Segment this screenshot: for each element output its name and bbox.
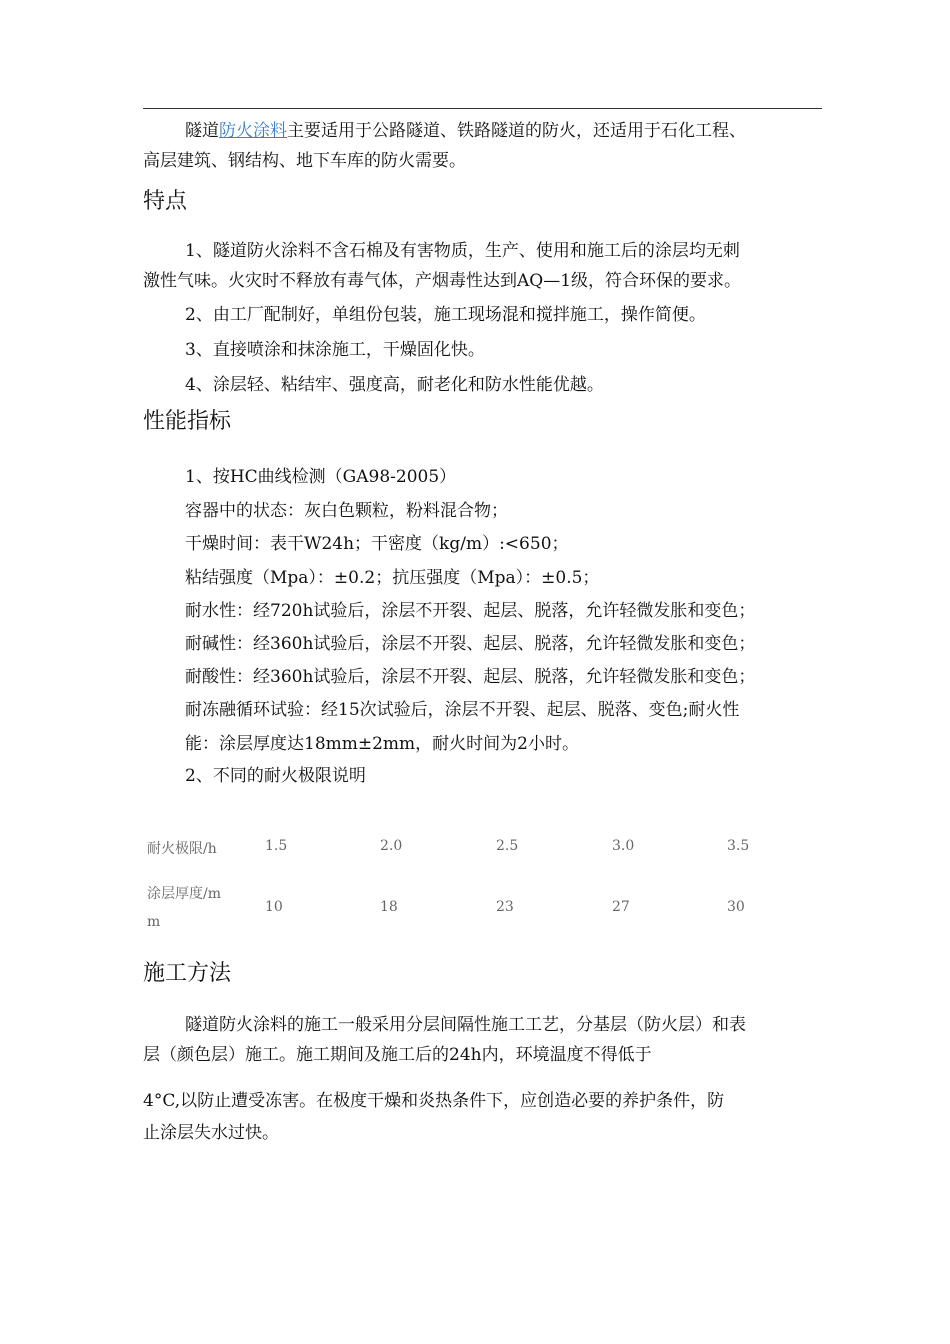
performance-heading: 性能指标 [143,409,232,434]
row1-cell: 1.5 [265,838,288,854]
perf-line-5: 耐水性：经720h试验后，涂层不开裂、起层、脱落，允许轻微发胀和变色； [185,601,756,621]
perf-line-7: 耐酸性：经360h试验后，涂层不开裂、起层、脱落，允许轻微发胀和变色； [185,667,756,687]
perf-line-4: 粘结强度（Mpa）：±0.2；抗压强度（Mpa）：±0.5； [185,568,600,588]
fire-coating-link[interactable]: 防火涂料 [219,121,287,141]
method-heading: 施工方法 [143,961,232,986]
row2-cell: 30 [727,899,745,915]
row2-cell: 18 [380,899,398,915]
row2-cell: 23 [496,899,514,915]
row1-cell: 2.0 [380,838,403,854]
feature-1-line-1: 1、隧道防火涂料不含石棉及有害物质，生产、使用和施工后的涂层均无刺 [185,241,740,261]
method-p2-line-2: 止涂层失水过快。 [143,1123,279,1143]
perf-line-9: 能：涂层厚度达18mm±2mm，耐火时间为2小时。 [185,734,579,754]
header-rule [143,108,822,109]
perf-line-8: 耐冻融循环试验：经15次试验后，涂层不开裂、起层、脱落、变色;耐火性 [185,700,740,720]
row1-cell: 3.0 [612,838,635,854]
feature-1-line-2: 激性气味。火灾时不释放有毒气体，产烟毒性达到AQ—1级，符合环保的要求。 [143,271,742,291]
intro-line1-rest: 主要适用于公路隧道、铁路隧道的防火，还适用于石化工程、 [287,121,746,141]
features-heading: 特点 [143,189,188,214]
row2-cell: 27 [612,899,630,915]
row1-cell: 2.5 [496,838,519,854]
feature-2: 2、由工厂配制好，单组份包装，施工现场混和搅拌施工，操作简便。 [185,305,706,325]
row2-label: 涂层厚度/mm [147,886,221,930]
intro-line-2: 高层建筑、钢结构、地下车库的防火需要。 [143,151,466,171]
method-p1-line-1: 隧道防火涂料的施工一般采用分层间隔性施工工艺，分基层（防火层）和表 [185,1015,746,1035]
perf-line-6: 耐碱性：经360h试验后，涂层不开裂、起层、脱落，允许轻微发胀和变色； [185,634,756,654]
intro-prefix: 隧道 [185,121,219,141]
perf-line-10: 2、不同的耐火极限说明 [185,766,366,786]
perf-line-3: 干燥时间：表干W24h；干密度（kg/m）:<650； [185,534,569,554]
feature-4: 4、涂层轻、粘结牢、强度高，耐老化和防水性能优越。 [185,375,604,395]
method-p2-line-1: 4°C,以防止遭受冻害。在极度干燥和炎热条件下，应创造必要的养护条件，防 [143,1091,725,1111]
feature-3: 3、直接喷涂和抹涂施工，干燥固化快。 [185,340,485,360]
method-p1-line-2: 层（颜色层）施工。施工期间及施工后的24h内，环境温度不得低于 [143,1045,652,1065]
row2-cell: 10 [265,899,283,915]
perf-line-1: 1、按HC曲线检测（GA98-2005） [185,467,457,487]
row1-cell: 3.5 [727,838,750,854]
perf-line-2: 容器中的状态：灰白色颗粒，粉料混合物； [185,501,508,521]
row1-label: 耐火极限/h [147,841,217,857]
intro-line-1 [185,116,746,141]
